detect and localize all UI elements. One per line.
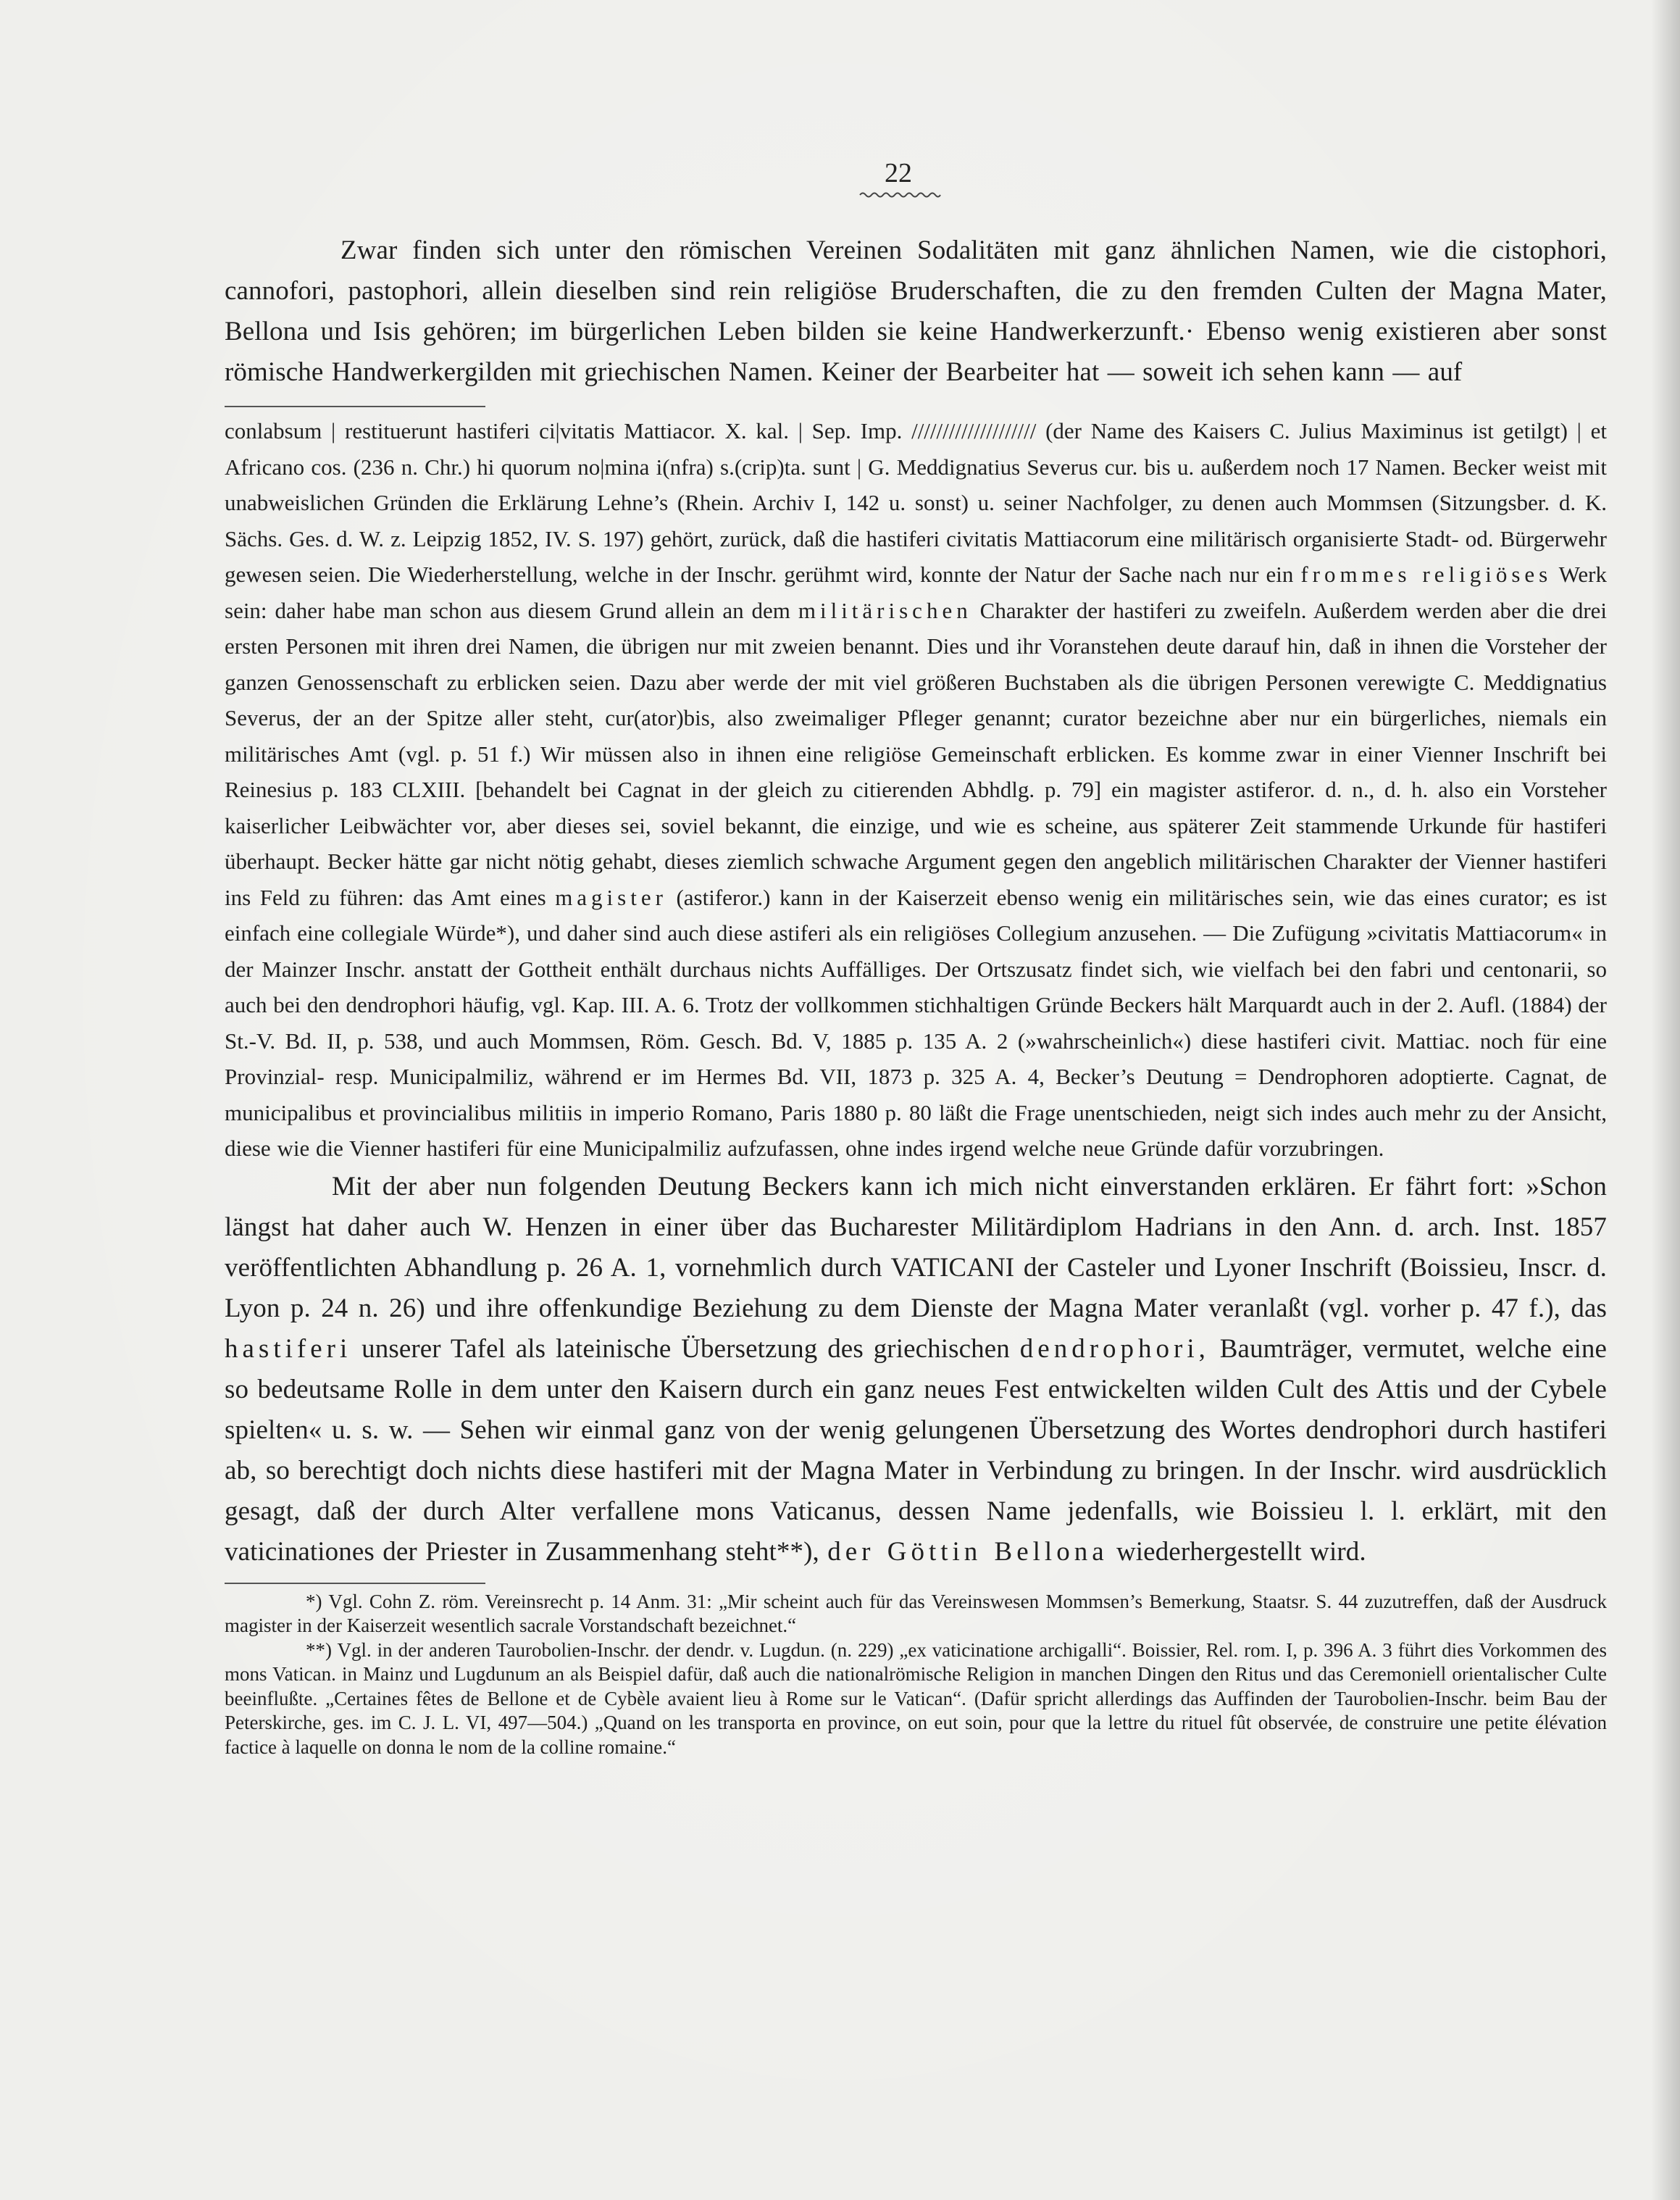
footnote-2: **) Vgl. in der anderen Taurobolien-Inschr. der dendr. v. Lugdun. (n. 229) „ex vaticinatione archigalli“. Boissier, Rel. rom. I, p. 396 A. 3 führt dies Vorkommen des mons Vatican. in Mainz und Lugdunum an als Beispiel dafür, daß auch die nationalrömische Religion in manchen Dingen den Ritus und das Ceremoniell orientalischer Culte beeinflußte. „Certaines fêtes de Bellone et de Cybèle avaient lieu à Rome sur le Vatican“. (Dafür spricht allerdings das Auffinden der Taurobolien-Inschr. beim Bau der Peterskirche, ges. im C. J. L. VI, 497—504.) „Quand on les transporta en province, on eut soin, pour que la lettre du rituel fût observée, de construire une petite élévation factice à laquelle on donna le nom de la colline romaine.“ — [225, 1638, 1607, 1758]
note-spaced-2: militärischen — [798, 597, 972, 623]
main-text-1: Mit der aber nun folgenden Deutung Beckers kann ich mich nicht einverstanden erklären. Er fährt fort: »Schon längst hat daher auch W. Henzen in einer über das Bucharester Militärdiplom Hadrians in den Ann. d. arch. Inst. 1857 veröffentlichten Abhandlung p. 26 A. 1, vornehmlich durch VATICANI der Casteler und Lyoner Inschrift (Boissieu, Inscr. d. Lyon p. 24 n. 26) und ihre offenkundige Beziehung zu dem Dienste der Magna Mater veranlaßt (vgl. vorher p. 47 f.), das — [225, 1171, 1607, 1323]
intro-paragraph: Zwar finden sich unter den römischen Vereinen Sodalitäten mit ganz ähnlichen Namen, wie die cistophori, cannofori, pastophori, allein dieselben sind rein religiöse Bruderschaften, die zu den fremden Culten der Magna Mater, Bellona und Isis gehören; im bürgerlichen Leben bilden sie keine Handwerkerzunft.· Ebenso wenig existieren aber sonst römische Handwerkergilden mit griechischen Namen. Keiner der Bearbeiter hat — soweit ich sehen kann — auf — [225, 236, 1607, 387]
main-text-3: Baumträger, vermutet, welche eine so bedeutsame Rolle in dem unter den Kaisern durch ein ganz neues Fest entwickelten wilden Cult des Attis und der Cybele spielten« u. s. w. — Sehen wir einmal ganz von der wenig gelungenen Übersetzung des Wortes dendrophori durch hastiferi ab, so berechtigt doch nichts diese hastiferi mit der Magna Mater in Verbindung zu bringen. In der Inschr. wird ausdrücklich gesagt, daß der durch Alter verfallene mons Vaticanus, dessen Name jedenfalls, wie Boissieu l. l. erklärt, mit den vaticinationes der Priester in Zusammenhang steht**), — [225, 1333, 1607, 1567]
note-text-4: (astiferor.) kann in der Kaiserzeit ebenso wenig ein militärisches sein, wie das eines curator; es ist einfach eine collegiale Würde*), und daher sind auch diese astiferi als ein religiöses Collegium anzusehen. — Die Zufügung »civitatis Mattiacorum« in der Mainzer Inschr. anstatt der Gottheit enthält durchaus nichts Auffälliges. Der Ortszusatz findet sich, wie vielfach bei den fabri und centonarii, so auch bei den dendrophori häufig, vgl. Kap. III. A. 6. Trotz der vollkommen stichhaltigen Gründe Beckers hält Marquardt auch in der 2. Aufl. (1884) der St.-V. Bd. II, p. 538, und auch Mommsen, Röm. Gesch. Bd. V, 1885 p. 135 A. 2 (»wahrscheinlich«) diese hastiferi civit. Mattiac. noch für eine Provinzial- resp. Municipalmiliz, während er im Hermes Bd. VII, 1873 p. 325 A. 4, Becker’s Deutung = Dendrophoren adoptierte. Cagnat, de municipalibus et provincialibus militiis in imperio Romano, Paris 1880 p. 80 läßt die Frage unentschieden, neigt sich indes auch mehr zu der Ansicht, diese wie die Vienner hastiferi für eine Municipalmiliz aufzufassen, ohne indes irgend welche neue Gründe dafür vorzubringen. — [225, 884, 1608, 1161]
footnote-separator — [225, 1583, 485, 1584]
note-separator — [225, 406, 485, 407]
page-number: 22 — [885, 158, 912, 188]
main-text-2: unserer Tafel als lateinische Übersetzung des griechischen — [362, 1333, 1010, 1364]
footnote-1: *) Vgl. Cohn Z. röm. Vereinsrecht p. 14 Anm. 31: „Mir scheint auch für das Vereinswesen Mommsen’s Bemerkung, Staatsr. S. 44 zuzutreffen, daß der Ausdruck magister in der Kaiserzeit wesentlich sacrale Vorstandschaft bezeichnet.“ — [225, 1590, 1607, 1636]
note-text-2: Werk sein: daher habe man schon aus diesem Grund allein an dem — [225, 562, 1607, 623]
main-spaced-1: hastiferi — [225, 1333, 352, 1364]
note-text-1: conlabsum | restituerunt hastiferi ci|vitatis Mattiacor. X. kal. | Sep. Imp. //////////////////// (der Name des Kaisers C. Julius Maximinus ist getilgt) | et Africano cos. (236 n. Chr.) hi quorum no|mina i(nfra) s.(crip)ta. sunt | G. Meddignatius Severus cur. bis u. außerdem noch 17 Namen. Becker weist mit unabweislichen Gründen die Erklärung Lehne’s (Rhein. Archiv I, 142 u. sonst) u. seiner Nachfolger, zu denen auch Mommsen (Sitzungsber. d. K. Sächs. Ges. d. W. z. Leipzig 1852, IV. S. 197) gehört, zurück, daß die hastiferi civitatis Mattiacorum eine militärisch organisierte Stadt- od. Bürgerwehr gewesen seien. Die Wiederherstellung, welche in der Inschr. gerühmt wird, konnte der Natur der Sache nach nur ein — [225, 418, 1607, 587]
note-spaced-3: magister — [555, 884, 667, 910]
continued-footnote — [225, 413, 1607, 1167]
text-block — [225, 230, 1607, 1759]
page-edge-shadow — [1651, 0, 1680, 2200]
main-paragraph — [225, 1167, 1607, 1572]
main-spaced-3: der Göttin Bellona — [827, 1536, 1108, 1567]
main-text-4: wiederhergestellt wird. — [1116, 1536, 1366, 1567]
main-spaced-2: dendrophori, — [1019, 1333, 1210, 1364]
page-number-ornament — [858, 190, 942, 200]
note-text-3: Charakter der hastiferi zu zweifeln. Außerdem werden aber die drei ersten Personen mit ihren drei Namen, die übrigen nur mit zweien benannt. Dies und ihr Voranstehen deute darauf hin, daß in ihnen die Vorsteher der ganzen Genossenschaft zu erblicken seien. Dazu aber werde der mit viel größeren Buchstaben als die übrigen Personen verewigte C. Meddignatius Severus, der an der Spitze aller steht, cur(ator)bis, also zweimaliger Pfleger genannt; curator bezeichne aber nur ein bürgerliches, niemals ein militärisches Amt (vgl. p. 51 f.) Wir müssen also in ihnen eine religiöse Gemeinschaft erblicken. Es komme zwar in einer Vienner Inschrift bei Reinesius p. 183 CLXIII. [behandelt bei Cagnat in der gleich zu citierenden Abhdlg. p. 79] ein magister astiferor. d. n., d. h. also ein Vorsteher kaiserlicher Leibwächter vor, aber dieses sei, soviel bekannt, die einzige, und wie es scheine, aus späterer Zeit stammende Urkunde für hastiferi überhaupt. Becker hätte gar nicht nötig gehabt, dieses ziemlich schwache Argument gegen den angeblich militärischen Charakter der Vienner hastiferi ins Feld zu führen: das Amt eines — [225, 597, 1608, 910]
note-spaced-1: frommes religiöses — [1300, 562, 1552, 587]
